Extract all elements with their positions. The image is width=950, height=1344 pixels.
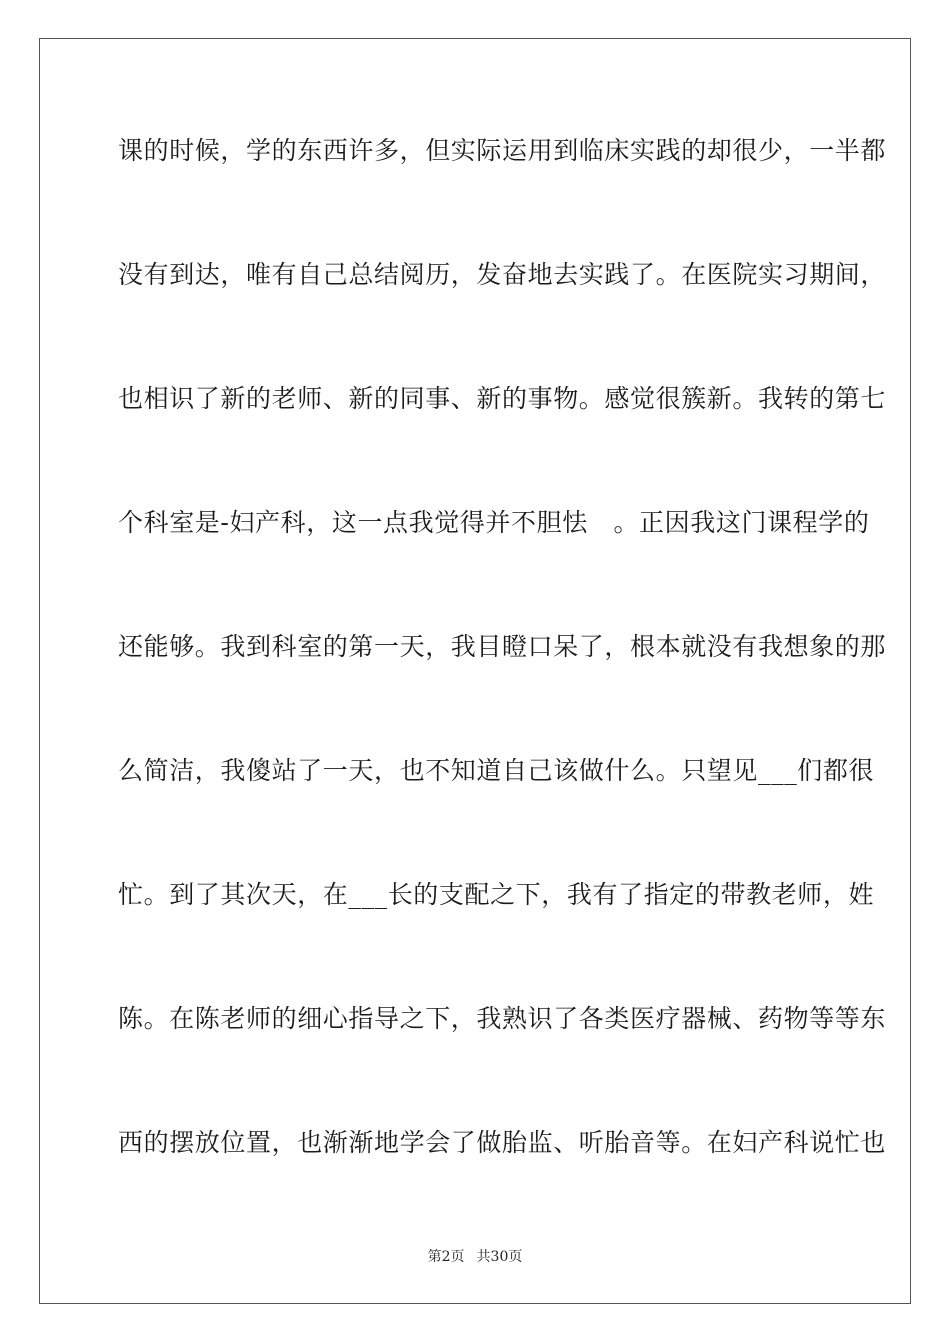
- page-border: [39, 38, 911, 1304]
- text-line: 个科室是-妇产科，这一点我觉得并不胆怯 。正因我这门课程学的: [118, 508, 870, 537]
- text-line: 没有到达，唯有自己总结阅历，发奋地去实践了。在医院实习期间，: [118, 260, 887, 289]
- text-line: 陈。在陈老师的细心指导之下，我熟识了各类医疗器械、药物等等东: [118, 1004, 887, 1033]
- text-line: 还能够。我到科室的第一天，我目瞪口呆了，根本就没有我想象的那: [118, 632, 887, 661]
- page-total: 共30页: [476, 1249, 523, 1265]
- text-line: 课的时候，学的东西许多，但实际运用到临床实践的却很少，一半都: [118, 136, 887, 165]
- page-footer: [0, 1248, 950, 1266]
- text-line: 忙。到了其次天，在___长的支配之下，我有了指定的带教老师，姓: [118, 880, 875, 909]
- text-line: 西的摆放位置，也渐渐地学会了做胎监、听胎音等。在妇产科说忙也: [118, 1128, 887, 1157]
- text-line: 也相识了新的老师、新的同事、新的事物。感觉很簇新。我转的第七: [118, 384, 887, 413]
- text-line: 么简洁，我傻站了一天，也不知道自己该做什么。只望见___们都很: [118, 756, 875, 785]
- page-number: 第2页: [427, 1249, 465, 1265]
